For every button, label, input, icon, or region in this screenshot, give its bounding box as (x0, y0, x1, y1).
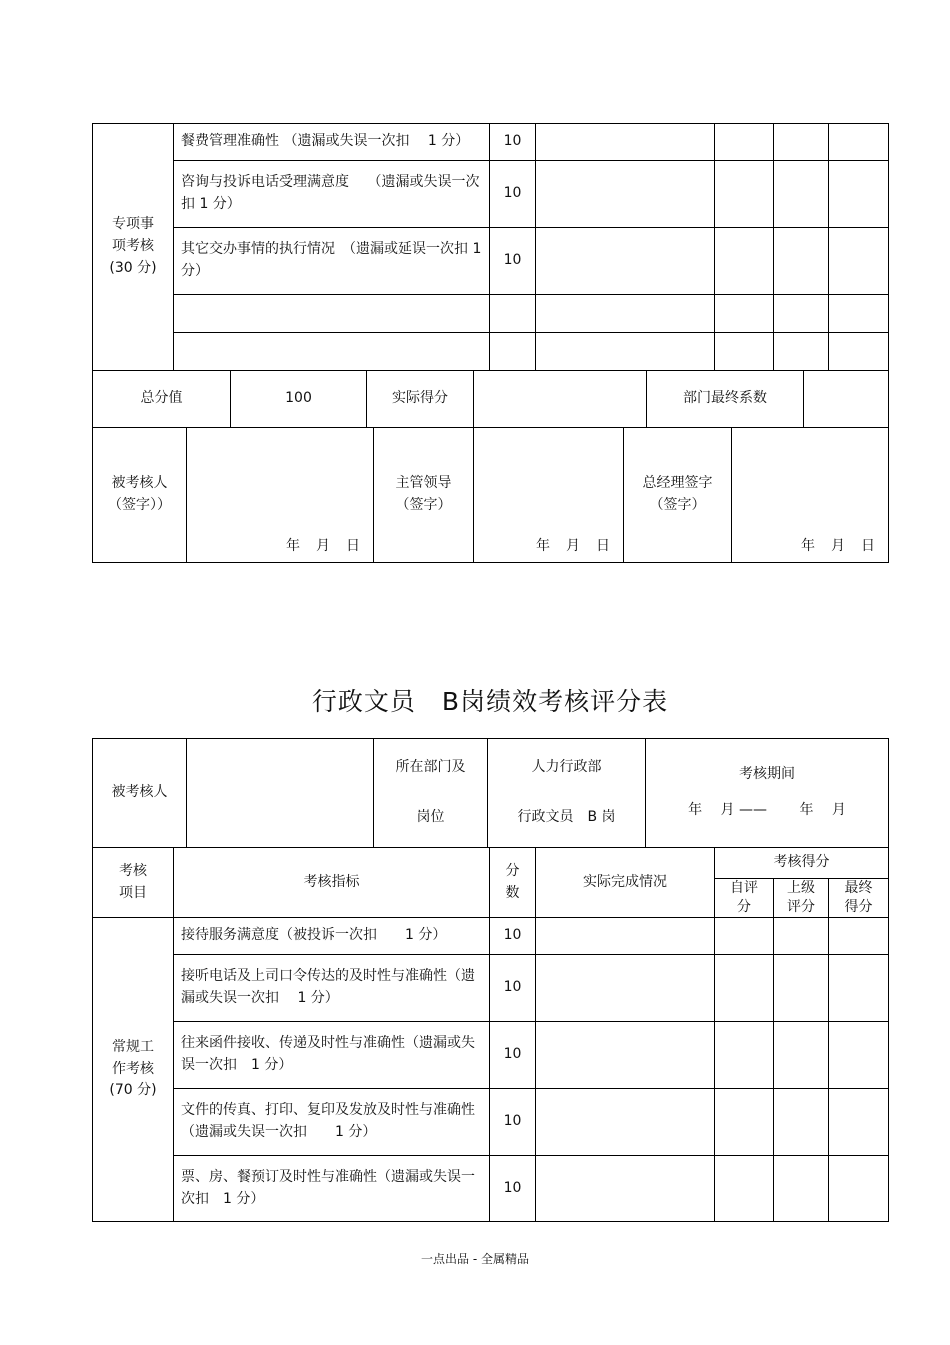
superior-score-cell[interactable] (774, 918, 829, 955)
totals-row (92, 370, 889, 428)
actual-cell[interactable] (536, 333, 715, 371)
supervisor-signature-label: 主管领导 （签字） (374, 428, 474, 563)
department-post-label: 所在部门及 岗位 (374, 739, 488, 848)
section-label-special: 专项事 项考核 (30 分) (93, 124, 174, 371)
actual-score-field[interactable] (474, 371, 647, 428)
score-cell: 10 (490, 1156, 536, 1222)
special-assessment-table (92, 123, 889, 371)
total-label: 总分值 (93, 371, 231, 428)
header-self-score: 自评 分 (715, 879, 774, 918)
score-cell[interactable] (490, 333, 536, 371)
indicator-cell: 票、房、餐预订及时性与准确性（遗漏或失误一次扣 1 分） (174, 1156, 490, 1222)
examinee-info-table (92, 738, 889, 848)
superior-score-cell[interactable] (774, 228, 829, 295)
actual-cell[interactable] (536, 124, 715, 161)
actual-cell[interactable] (536, 1156, 715, 1222)
superior-score-cell[interactable] (774, 1089, 829, 1156)
superior-score-cell[interactable] (774, 161, 829, 228)
gm-signature-label: 总经理签字 （签字） (624, 428, 732, 563)
header-item: 考核 项目 (93, 848, 174, 918)
final-score-cell[interactable] (829, 295, 889, 333)
header-indicator: 考核指标 (174, 848, 490, 918)
date-text: 年 月 日 (286, 538, 361, 555)
score-cell: 10 (490, 124, 536, 161)
dept-coef-field[interactable] (804, 371, 889, 428)
indicator-cell: 往来函件接收、传递及时性与准确性（遗漏或失误一次扣 1 分） (174, 1022, 490, 1089)
page-footer: 一点出品 - 全属精品 (421, 1252, 529, 1266)
score-cell: 10 (490, 918, 536, 955)
final-score-cell[interactable] (829, 955, 889, 1022)
final-score-cell[interactable] (829, 161, 889, 228)
total-value: 100 (231, 371, 367, 428)
indicator-cell: 文件的传真、打印、复印及发放及时性与准确性（遗漏或失误一次扣 1 分） (174, 1089, 490, 1156)
routine-assessment-table (92, 847, 889, 1222)
header-result: 考核得分 (715, 848, 889, 879)
indicator-cell: 餐费管理准确性 （遗漏或失误一次扣 1 分） (174, 124, 490, 161)
actual-cell[interactable] (536, 955, 715, 1022)
date-text: 年 月 日 (536, 538, 611, 555)
final-score-cell[interactable] (829, 1022, 889, 1089)
self-score-cell[interactable] (715, 333, 774, 371)
self-score-cell[interactable] (715, 295, 774, 333)
final-score-cell[interactable] (829, 124, 889, 161)
form-title: 行政文员 B岗绩效考核评分表 (311, 687, 669, 716)
self-score-cell[interactable] (715, 918, 774, 955)
header-actual: 实际完成情况 (536, 848, 715, 918)
actual-cell[interactable] (536, 295, 715, 333)
indicator-cell: 其它交办事情的执行情况 （遗漏或延误一次扣 1 分） (174, 228, 490, 295)
final-score-cell[interactable] (829, 1089, 889, 1156)
department-post-value: 人力行政部 行政文员 B 岗 (488, 739, 646, 848)
date-text: 年 月 日 (801, 538, 876, 555)
superior-score-cell[interactable] (774, 124, 829, 161)
self-score-cell[interactable] (715, 1089, 774, 1156)
score-cell: 10 (490, 228, 536, 295)
header-final-score: 最终 得分 (829, 879, 889, 918)
actual-cell[interactable] (536, 1089, 715, 1156)
self-score-cell[interactable] (715, 161, 774, 228)
superior-score-cell[interactable] (774, 955, 829, 1022)
supervisor-signature-field[interactable] (474, 428, 624, 563)
section-label-routine: 常规工 作考核 (70 分) (93, 918, 174, 1222)
self-score-cell[interactable] (715, 124, 774, 161)
examinee-field[interactable] (187, 739, 374, 848)
superior-score-cell[interactable] (774, 1022, 829, 1089)
actual-cell[interactable] (536, 918, 715, 955)
actual-cell[interactable] (536, 161, 715, 228)
indicator-cell[interactable] (174, 295, 490, 333)
score-cell: 10 (490, 161, 536, 228)
self-score-cell[interactable] (715, 1022, 774, 1089)
final-score-cell[interactable] (829, 918, 889, 955)
score-cell[interactable] (490, 295, 536, 333)
score-cell: 10 (490, 1089, 536, 1156)
indicator-cell: 咨询与投诉电话受理满意度 （遗漏或失误一次扣 1 分） (174, 161, 490, 228)
period-cell: 考核期间 年 月 —— 年 月 (646, 739, 889, 848)
superior-score-cell[interactable] (774, 295, 829, 333)
header-superior-score: 上级 评分 (774, 879, 829, 918)
final-score-cell[interactable] (829, 333, 889, 371)
dept-coef-label: 部门最终系数 (647, 371, 804, 428)
actual-cell[interactable] (536, 1022, 715, 1089)
self-score-cell[interactable] (715, 955, 774, 1022)
examinee-signature-label: 被考核人 （签字）） (93, 428, 187, 563)
final-score-cell[interactable] (829, 228, 889, 295)
gm-signature-field[interactable] (732, 428, 889, 563)
self-score-cell[interactable] (715, 1156, 774, 1222)
score-cell: 10 (490, 1022, 536, 1089)
superior-score-cell[interactable] (774, 333, 829, 371)
signature-row (92, 427, 889, 563)
score-cell: 10 (490, 955, 536, 1022)
header-score: 分 数 (490, 848, 536, 918)
indicator-cell[interactable] (174, 333, 490, 371)
examinee-signature-field[interactable] (187, 428, 374, 563)
actual-score-label: 实际得分 (367, 371, 474, 428)
superior-score-cell[interactable] (774, 1156, 829, 1222)
indicator-cell: 接待服务满意度（被投诉一次扣 1 分） (174, 918, 490, 955)
actual-cell[interactable] (536, 228, 715, 295)
examinee-label: 被考核人 (93, 739, 187, 848)
self-score-cell[interactable] (715, 228, 774, 295)
final-score-cell[interactable] (829, 1156, 889, 1222)
indicator-cell: 接听电话及上司口令传达的及时性与准确性（遗漏或失误一次扣 1 分） (174, 955, 490, 1022)
